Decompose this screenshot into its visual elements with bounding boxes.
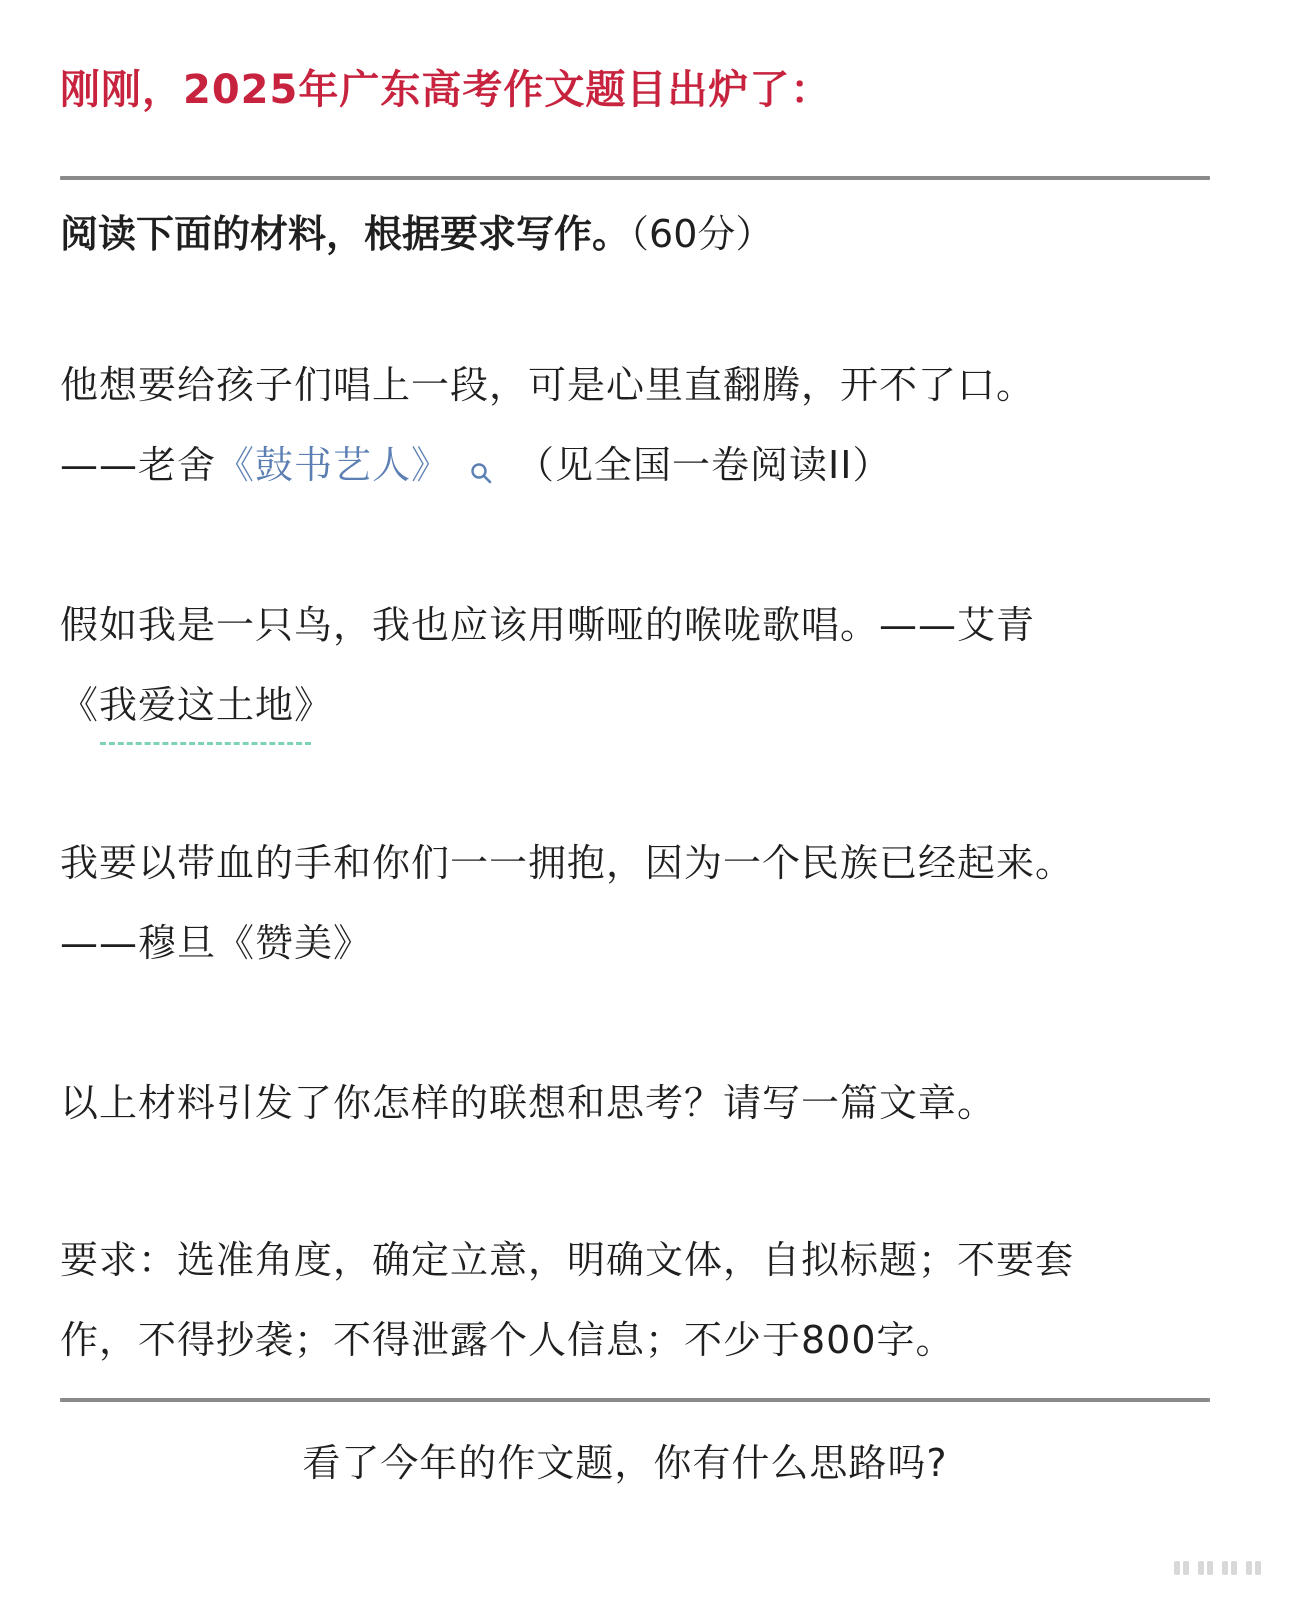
quote-aiqing [60,585,1210,747]
instruction-text: 阅读下面的材料，根据要求写作。 [60,212,631,256]
book-title: 《我爱这土地》 [60,683,334,727]
requirements [60,1220,1210,1380]
footer-question: 看了今年的作文题，你有什么思路吗? [302,1441,948,1485]
requirements-line-2: 作，不得抄袭；不得泄露个人信息；不少于800字。 [60,1318,955,1362]
book-link-wo-ai-zhe-tudi[interactable] [60,665,333,747]
book-link-gushu-yiren[interactable]: 《鼓书艺人》 [216,443,451,487]
source-note: （见全国一卷阅读II） [516,443,892,487]
quote-mudan-attribution: ——穆旦《赞美》 [60,921,373,965]
quote-aiqing-title-line [60,665,1210,747]
quote-mudan [60,823,1210,983]
search-icon[interactable] [470,431,492,453]
instruction [60,203,773,258]
requirements-line-1: 要求：选准角度，确定立意，明确文体，自拟标题；不要套 [60,1238,1075,1282]
score-label: （60分） [630,212,774,256]
divider-bottom [60,1398,1210,1402]
quote-laoshe-attribution [60,425,1210,505]
quote-mudan-text: 我要以带血的手和你们一一拥抱，因为一个民族已经起来。 [60,841,1075,885]
quote-laoshe [60,345,1210,505]
more-icon[interactable] [1174,1561,1262,1575]
quote-aiqing-text: 假如我是一只鸟，我也应该用嘶哑的喉咙歌唱。——艾青 [60,603,1036,647]
divider-top [60,176,1210,180]
dashed-underline [100,742,311,745]
headline: 刚刚，2025年广东高考作文题目出炉了： [60,67,832,113]
attribution-prefix: ——老舍 [60,443,217,487]
writing-prompt-text: 以上材料引发了你怎样的联想和思考？请写一篇文章。 [60,1081,997,1125]
writing-prompt [60,1063,1210,1143]
quote-laoshe-text: 他想要给孩子们唱上一段，可是心里直翻腾，开不了口。 [60,363,1036,407]
